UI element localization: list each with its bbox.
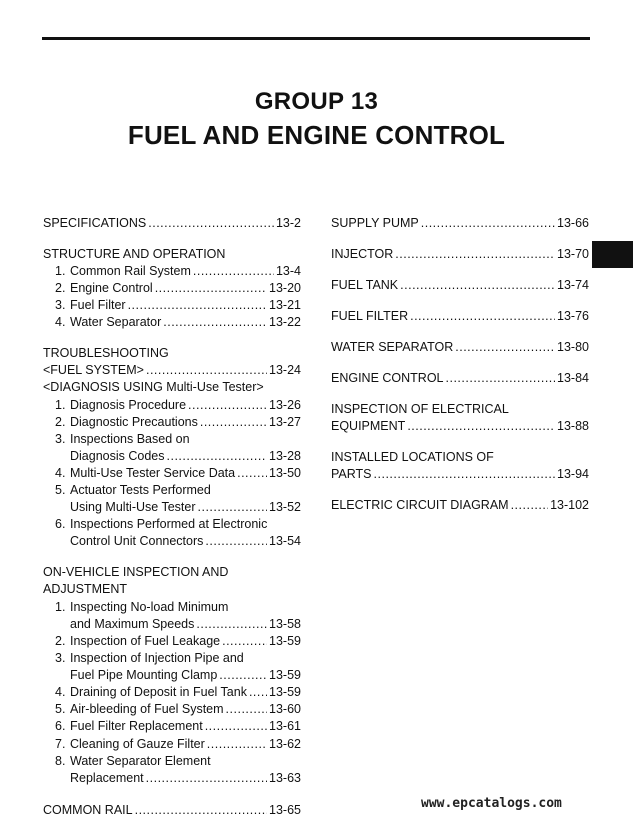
page-number: 13-28 [269, 449, 301, 463]
page-number: 13-2 [275, 216, 301, 230]
dot-leader [410, 308, 555, 325]
toc-entry[interactable] [70, 616, 301, 633]
page-number: 13-84 [557, 371, 589, 385]
dot-leader [148, 215, 274, 232]
toc-entry-label-line1: Inspecting No-load Minimum [70, 600, 229, 614]
entry-label: Common Rail System [70, 264, 191, 278]
entry-label: Control Unit Connectors [70, 534, 204, 548]
item-number: 1. [55, 600, 66, 614]
page-number: 13-60 [269, 702, 301, 716]
toc-entry-label-line1: INSTALLED LOCATIONS OF [331, 450, 494, 464]
entry-label: Inspection of Fuel Leakage [70, 634, 221, 648]
page-number: 13-88 [557, 419, 589, 433]
entry-label: Diagnosis Procedure [70, 398, 187, 412]
dot-leader [200, 414, 267, 431]
page-number: 13-59 [269, 634, 301, 648]
page-number: 13-59 [269, 668, 301, 682]
item-number: 2. [55, 634, 66, 648]
toc-entry[interactable] [70, 297, 301, 314]
toc-entry[interactable] [331, 466, 589, 483]
page-number: 13-61 [269, 719, 301, 733]
toc-entry[interactable] [70, 397, 301, 414]
toc-entry[interactable] [70, 314, 301, 331]
toc-entry-label-line1: Actuator Tests Performed [70, 483, 211, 497]
item-number: 4. [55, 315, 66, 329]
top-rule [42, 37, 590, 40]
page-title: FUEL AND ENGINE CONTROL [127, 120, 506, 150]
section-heading-structure: STRUCTURE AND OPERATION [43, 247, 226, 261]
toc-entry[interactable] [70, 414, 301, 431]
dot-leader [400, 277, 555, 294]
toc-entry[interactable] [331, 370, 589, 387]
item-number: 1. [55, 398, 66, 412]
section-heading-troubleshooting: TROUBLESHOOTING [43, 346, 169, 360]
dot-leader [395, 246, 555, 263]
entry-label: Multi-Use Tester Service Data [70, 466, 236, 480]
item-number: 3. [55, 432, 66, 446]
page-number: 13-62 [269, 737, 301, 751]
entry-label: INJECTOR [331, 247, 394, 261]
entry-label: Water Separator [70, 315, 162, 329]
dot-leader [205, 718, 267, 735]
page-number: 13-20 [269, 281, 301, 295]
dot-leader [219, 667, 267, 684]
toc-entry[interactable] [70, 770, 301, 787]
page-number: 13-102 [550, 498, 589, 512]
page-number: 13-54 [269, 534, 301, 548]
toc-entry[interactable] [331, 215, 589, 232]
dot-leader [455, 339, 555, 356]
group-number: GROUP 13 [254, 88, 379, 115]
dot-leader [135, 802, 267, 819]
entry-label: and Maximum Speeds [70, 617, 195, 631]
entry-label: Fuel Filter [70, 298, 126, 312]
dot-leader [167, 448, 268, 465]
watermark: www.epcatalogs.com [421, 796, 562, 811]
dot-leader [207, 736, 267, 753]
item-number: 2. [55, 415, 66, 429]
entry-label: Fuel Pipe Mounting Clamp [70, 668, 218, 682]
dot-leader [196, 616, 267, 633]
item-number: 4. [55, 685, 66, 699]
entry-label: WATER SEPARATOR [331, 340, 454, 354]
page-number: 13-50 [269, 466, 301, 480]
toc-entry[interactable] [70, 280, 301, 297]
entry-label: Air-bleeding of Fuel System [70, 702, 224, 716]
page-number: 13-94 [557, 467, 589, 481]
subsection-heading-diagnosis: <DIAGNOSIS USING Multi-Use Tester> [43, 380, 264, 394]
toc-entry[interactable] [70, 263, 301, 280]
item-number: 6. [55, 517, 66, 531]
dot-leader [198, 499, 268, 516]
entry-label: Using Multi-Use Tester [70, 500, 196, 514]
entry-label: ENGINE CONTROL [331, 371, 444, 385]
toc-entry-label-line1: Water Separator Element [70, 754, 211, 768]
toc-entry[interactable] [70, 684, 301, 701]
page-number: 13-70 [557, 247, 589, 261]
dot-leader [249, 684, 267, 701]
page-number: 13-65 [269, 803, 301, 817]
dot-leader [146, 770, 267, 787]
section-tab-marker [592, 241, 633, 268]
dot-leader [128, 297, 267, 314]
toc-entry-label-line1: Inspections Based on [70, 432, 190, 446]
dot-leader [237, 465, 267, 482]
toc-entry[interactable] [331, 497, 589, 514]
toc-entry[interactable] [70, 465, 301, 482]
page-number: 13-52 [269, 500, 301, 514]
entry-label: PARTS [331, 467, 372, 481]
section-heading-onvehicle-line2: ADJUSTMENT [43, 582, 128, 596]
dot-leader [163, 314, 267, 331]
entry-label: ELECTRIC CIRCUIT DIAGRAM [331, 498, 509, 512]
entry-label: FUEL TANK [331, 278, 399, 292]
dot-leader [205, 533, 267, 550]
toc-entry-label-line1: Inspections Performed at Electronic [70, 517, 268, 531]
entry-label: COMMON RAIL [43, 803, 133, 817]
toc-entry[interactable] [331, 418, 589, 435]
page-number: 13-24 [269, 363, 301, 377]
toc-entry-fuel-system[interactable] [43, 362, 301, 379]
dot-leader [146, 362, 267, 379]
item-number: 3. [55, 298, 66, 312]
page-number: 13-63 [269, 771, 301, 785]
page-number: 13-76 [557, 309, 589, 323]
toc-entry[interactable] [331, 308, 589, 325]
dot-leader [222, 633, 267, 650]
page-number: 13-26 [269, 398, 301, 412]
toc-entry[interactable] [70, 736, 301, 753]
toc-entry[interactable] [70, 448, 301, 465]
page-number: 13-58 [269, 617, 301, 631]
item-number: 5. [55, 483, 66, 497]
dot-leader [374, 466, 555, 483]
item-number: 7. [55, 737, 66, 751]
toc-entry[interactable] [70, 499, 301, 516]
page-number: 13-66 [557, 216, 589, 230]
dot-leader [155, 280, 267, 297]
entry-label: Diagnostic Precautions [70, 415, 198, 429]
toc-entry[interactable] [70, 718, 301, 735]
item-number: 8. [55, 754, 66, 768]
toc-entry[interactable] [331, 277, 589, 294]
toc-entry-specifications[interactable] [43, 215, 301, 232]
entry-label: SPECIFICATIONS [43, 216, 147, 230]
item-number: 3. [55, 651, 66, 665]
dot-leader [188, 397, 267, 414]
entry-label: Draining of Deposit in Fuel Tank [70, 685, 247, 699]
page-number: 13-80 [557, 340, 589, 354]
item-number: 4. [55, 466, 66, 480]
toc-entry[interactable] [70, 667, 301, 684]
page-number: 13-59 [269, 685, 301, 699]
toc-entry-label-line1: INSPECTION OF ELECTRICAL [331, 402, 509, 416]
toc-entry[interactable] [70, 533, 301, 550]
page-number: 13-4 [275, 264, 301, 278]
entry-label: FUEL FILTER [331, 309, 409, 323]
entry-label: Diagnosis Codes [70, 449, 165, 463]
page-number: 13-27 [269, 415, 301, 429]
dot-leader [407, 418, 555, 435]
toc-entry[interactable] [70, 633, 301, 650]
page-number: 13-74 [557, 278, 589, 292]
item-number: 5. [55, 702, 66, 716]
entry-label: Replacement [70, 771, 144, 785]
dot-leader [421, 215, 555, 232]
entry-label: Engine Control [70, 281, 153, 295]
toc-entry-label-line1: Inspection of Injection Pipe and [70, 651, 244, 665]
page-number: 13-22 [269, 315, 301, 329]
dot-leader [446, 370, 556, 387]
toc-entry[interactable] [70, 701, 301, 718]
toc-entry-common-rail[interactable] [43, 802, 301, 819]
item-number: 6. [55, 719, 66, 733]
dot-leader [226, 701, 267, 718]
toc-entry[interactable] [331, 246, 589, 263]
item-number: 2. [55, 281, 66, 295]
entry-label: <FUEL SYSTEM> [43, 363, 144, 377]
entry-label: Fuel Filter Replacement [70, 719, 203, 733]
dot-leader [511, 497, 548, 514]
toc-entry[interactable] [331, 339, 589, 356]
section-heading-onvehicle: ON-VEHICLE INSPECTION AND [43, 565, 229, 579]
item-number: 1. [55, 264, 66, 278]
dot-leader [193, 263, 274, 280]
page-number: 13-21 [269, 298, 301, 312]
entry-label: SUPPLY PUMP [331, 216, 419, 230]
entry-label: EQUIPMENT [331, 419, 406, 433]
entry-label: Cleaning of Gauze Filter [70, 737, 205, 751]
